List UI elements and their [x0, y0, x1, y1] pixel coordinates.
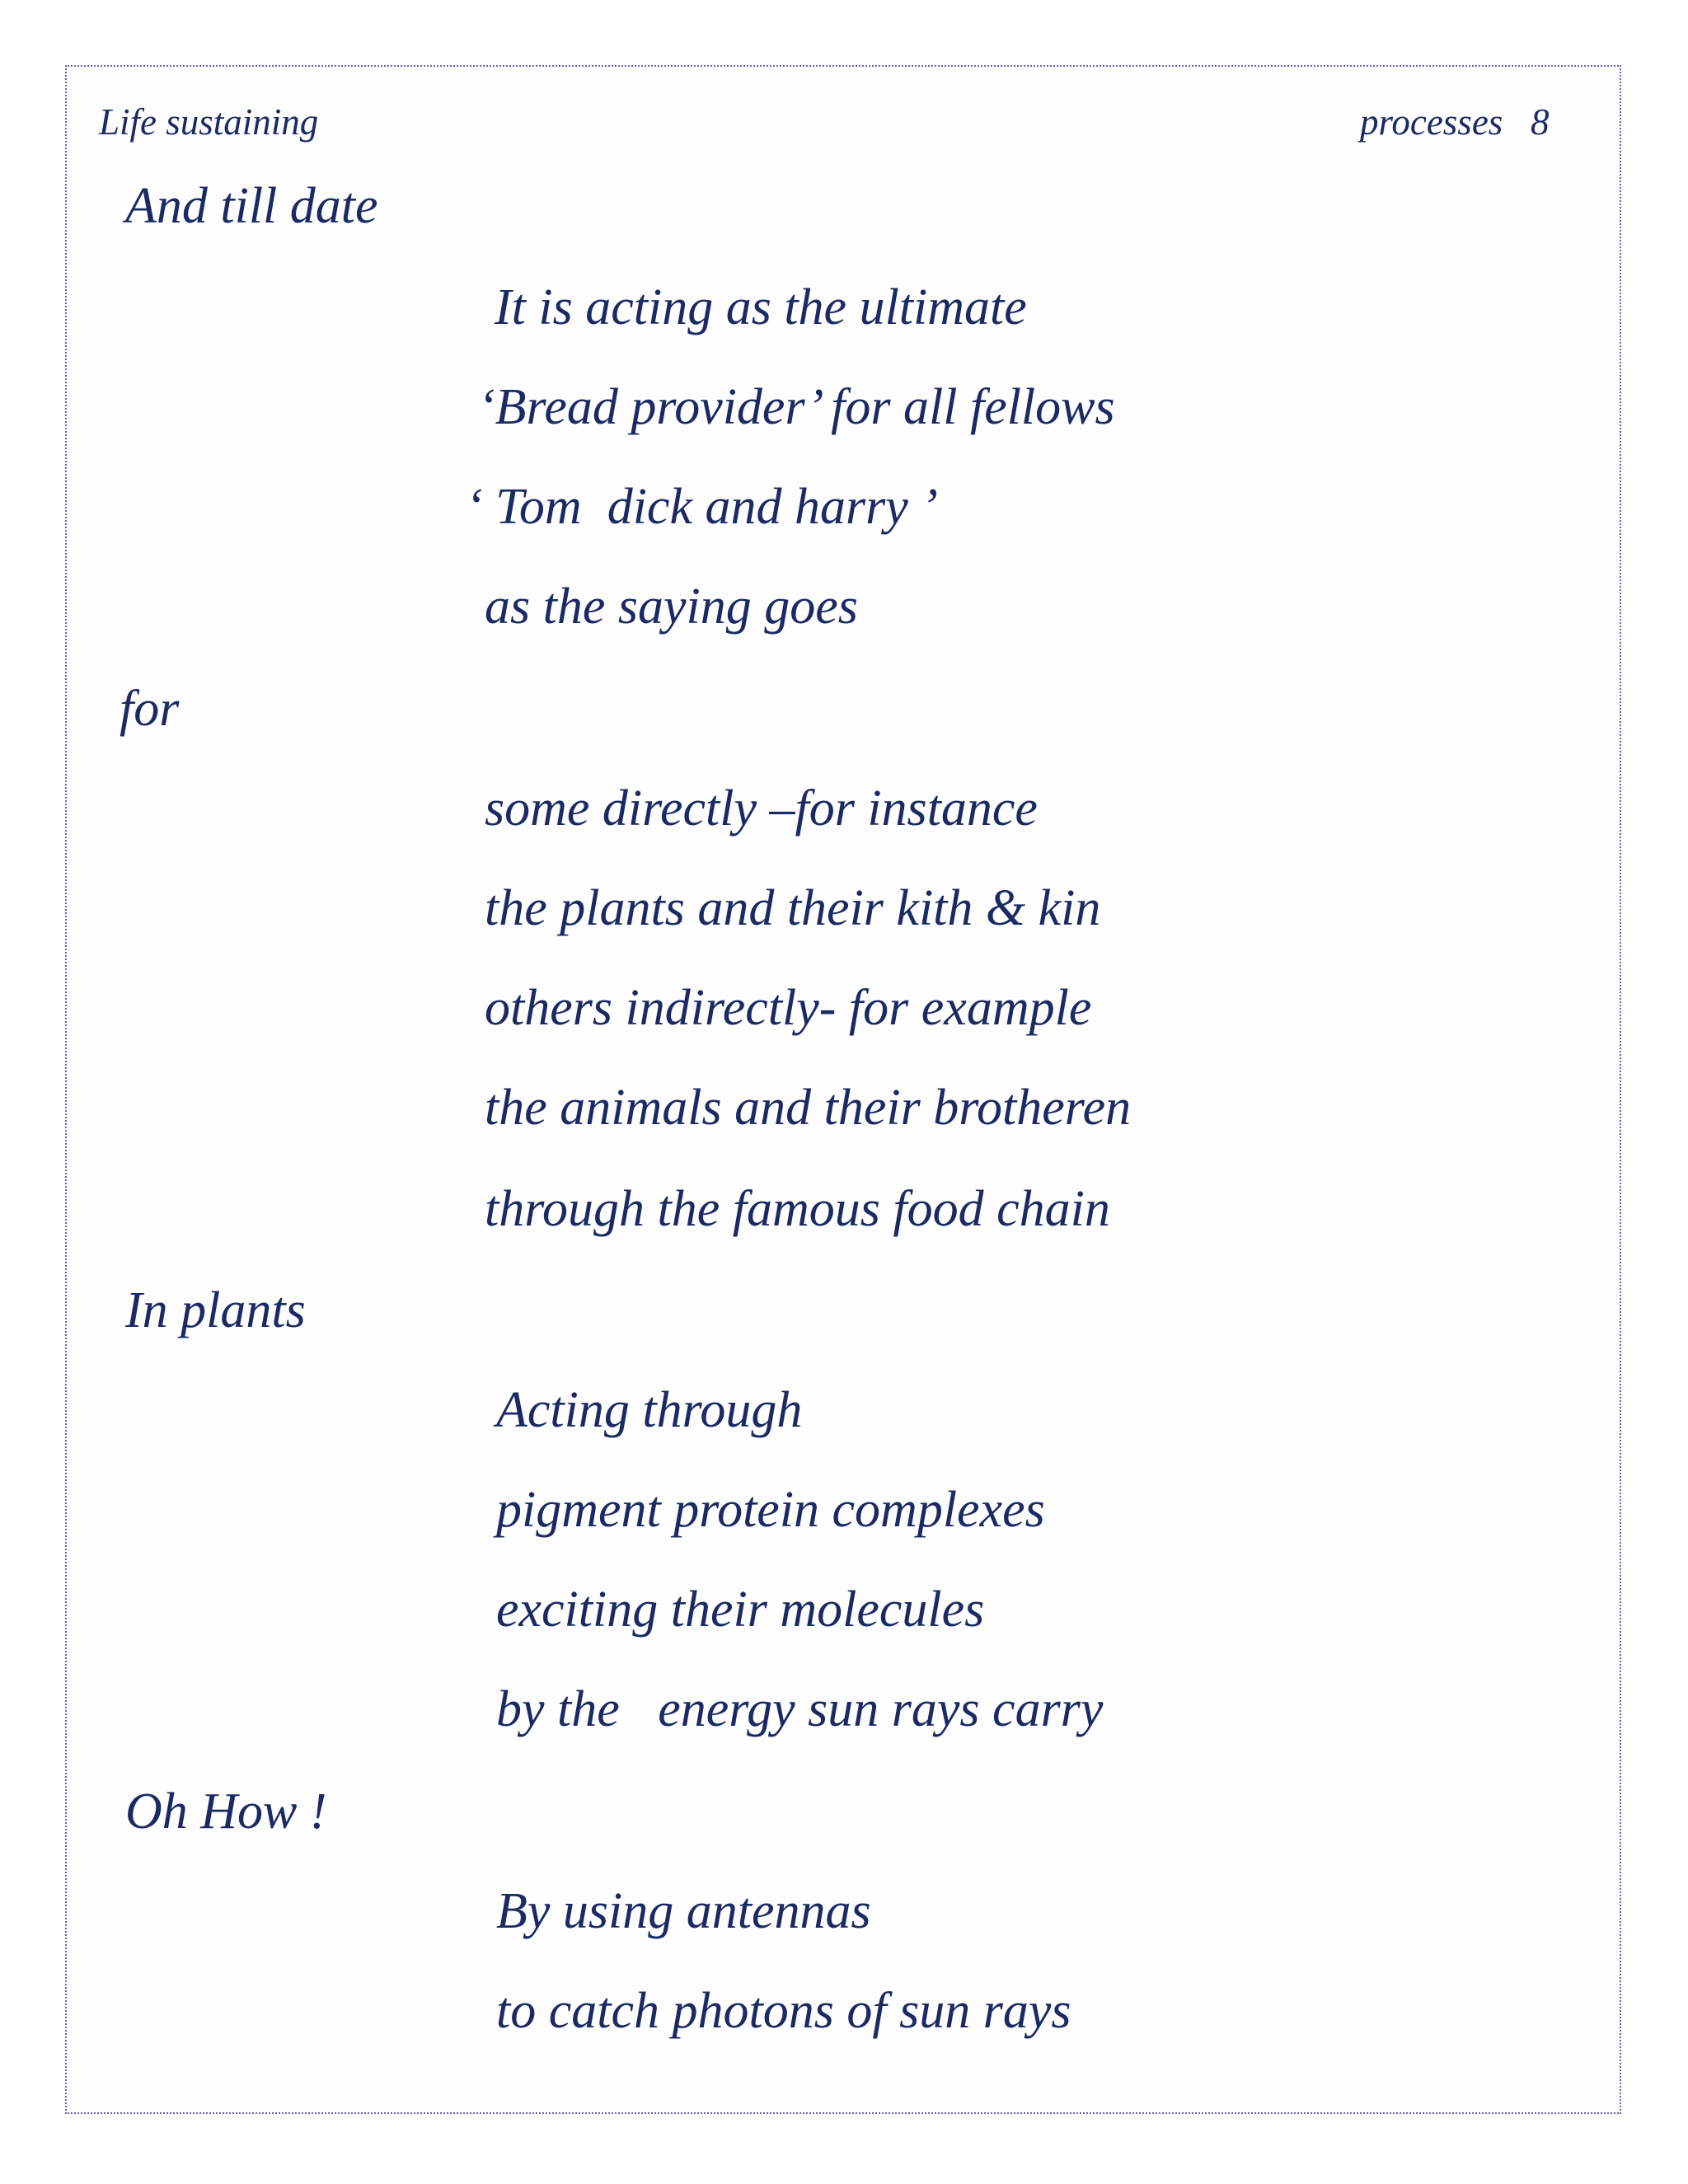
poem-line: exciting their molecules [496, 1582, 985, 1638]
poem-line: through the famous food chain [485, 1181, 1110, 1237]
poem-line: It is acting as the ultimate [495, 279, 1027, 335]
poem-line: And till date [125, 178, 378, 234]
poem-line: the plants and their kith & kin [485, 880, 1101, 936]
running-head-right: processes 8 [1360, 101, 1550, 143]
poem-line: Oh How ! [125, 1783, 327, 1840]
poem-line: by the energy sun rays carry [496, 1681, 1104, 1737]
poem-line: some directly –for instance [485, 780, 1038, 837]
poem-line: pigment protein complexes [496, 1482, 1045, 1538]
poem-line: By using antennas [496, 1883, 871, 1939]
poem-line: ‘ Tom dick and harry ’ [466, 479, 938, 535]
poem-line: In plants [125, 1282, 306, 1338]
running-head-left: Life sustaining [99, 101, 319, 143]
poem-line: as the saying goes [485, 579, 858, 635]
poem-line: to catch photons of sun rays [496, 1983, 1071, 2039]
poem-line: for [120, 681, 180, 737]
poem-line: the animals and their brotheren [485, 1080, 1132, 1136]
poem-line: others indirectly- for example [485, 980, 1092, 1036]
poem-line: ‘Bread provider’ for all fellows [478, 379, 1115, 435]
poem-line: Acting through [496, 1382, 803, 1438]
